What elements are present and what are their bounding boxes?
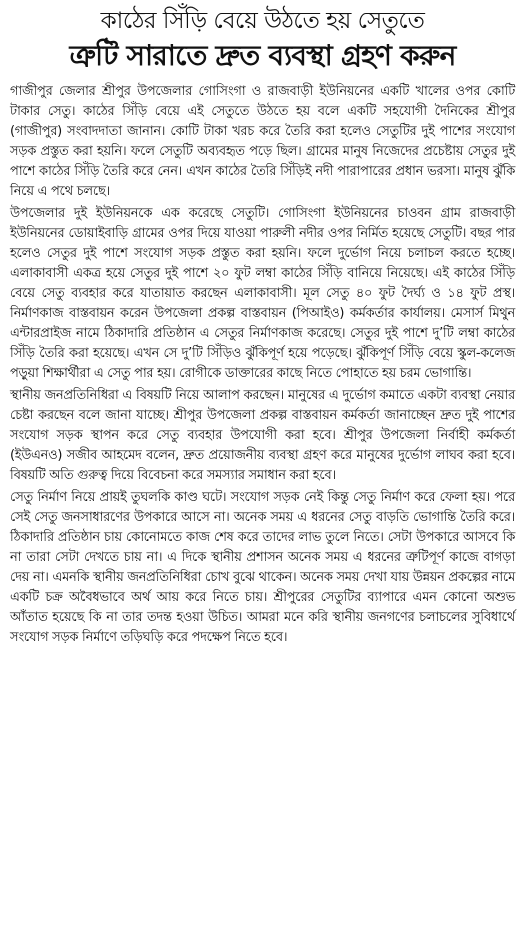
article-paragraph-3: স্থানীয় জনপ্রতিনিধিরা এ বিষয়টি নিয়ে আলাপ করছেন। মানুষের এ দুর্ভোগ কমাতে একটা ব্যবস্থা নেয়ার চেষ্টা করছেন বলে জানা যাচ্ছে। শ্রীপুর উপজেলা প্রকল্প বাস্তবায়ন কর্মকর্তা জানাচ্ছেন দ্রুত দুই পাশের সংযোগ সড়ক স্থাপন করে সেতু ব্যবহার উপযোগী করা হবে। শ্রীপুর উপজেলা নির্বাহী কর্মকর্তা (ইউএনও) সজীব আহমেদ বলেন, দ্রুত প্রয়োজনীয় ব্যবস্থা গ্রহণ করে মানুষের দুর্ভোগ লাঘব করা হবে। বিষয়টি অতি গুরুত্ব দিয়ে বিবেচনা করে সমস্যার সমাধান করা হবে। [10,388,515,483]
article-kicker: কাঠের সিঁড়ি বেয়ে উঠতে হয় সেতুতে [100,8,425,34]
article-headline: ত্রুটি সারাতে দ্রুত ব্যবস্থা গ্রহণ করুন [69,39,456,72]
article-paragraph-2: উপজেলার দুই ইউনিয়নকে এক করেছে সেতুটি। গোসিংগা ইউনিয়নের চাওবন গ্রাম রাজবাড়ী ইউনিয়নের ডোয়াইবাড়ি গ্রামের ওপর দিয়ে যাওয়া পারুলী নদীর ওপর নির্মিত হয়েছে সেতুটি। বছর পার হলেও সেতুর দুই পাশে সংযোগ সড়ক প্রস্তুত করা হয়নি। ফলে দুর্ভোগ নিয়ে চলাচল করতে হচ্ছে। এলাকাবাসী একত্র হয়ে সেতুর দুই পাশে ২০ ফুট লম্বা কাঠের সিঁড়ি বানিয়ে নিয়েছে। এই কাঠের সিঁড়ি বেয়ে সেতু ব্যবহার করে যাতায়াত করছেন এলাকাবাসী। মূল সেতু ৪০ ফুট দৈর্ঘ্য ও ১৪ ফুট প্রস্থ। নির্মাণকাজ বাস্তবায়ন করেন উপজেলা প্রকল্প বাস্তবায়ন (পিআইও) কর্মকর্তার কার্যালয়। মেসার্স মিথুন এন্টারপ্রাইজ নামে ঠিকাদারি প্রতিষ্ঠান এ সেতুর নির্মাণকাজ করেছে। সেতুর দুই পাশে দু’টি লম্বা কাঠের সিঁড়ি তৈরি করা হয়েছে। এখন সে দু’টি সিঁড়িও ঝুঁকিপূর্ণ হয়ে পড়েছে। ঝুঁকিপূর্ণ সিঁড়ি বেয়ে স্কুল-কলেজ পড়ুয়া শিক্ষার্থীরা এ সেতু পার হয়। রোগীকে ডাক্তারের কাছে নিতে পোহাতে হয় চরম ভোগান্তি। [10,206,515,381]
article-paragraph-1: গাজীপুর জেলার শ্রীপুর উপজেলার গোসিংগা ও রাজবাড়ী ইউনিয়নের একটি খালের ওপর কোটি টাকার সেতু। কাঠের সিঁড়ি বেয়ে এই সেতুতে উঠতে হয় বলে একটি সহযোগী দৈনিকের শ্রীপুর (গাজীপুর) সংবাদদাতা জানান। কোটি টাকা খরচ করে তৈরি করা হলেও সেতুটির দুই পাশের সংযোগ সড়ক প্রস্তুত করা হয়নি। ফলে সেতুটি অব্যবহৃত পড়ে ছিল। গ্রামের মানুষ নিজেদের প্রচেষ্টায় সেতুর দুই পাশে কাঠের সিঁড়ি তৈরি করে নেন। এখন কাঠের তৈরি সিঁড়িই নদী পারাপারের প্রধান ভরসা। মানুষ ঝুঁকি নিয়ে এ পথে চলছে। [10,84,515,199]
article-paragraph-4: সেতু নির্মাণ নিয়ে প্রায়ই তুঘলকি কাণ্ড ঘটে। সংযোগ সড়ক নেই কিন্তু সেতু নির্মাণ করে ফেলা হয়। পরে সেই সেতু জনসাধারণের উপকারে আসে না। অনেক সময় এ ধরনের সেতু বাড়তি ভোগান্তি তৈরি করে। ঠিকাদারি প্রতিষ্ঠান চায় কোনোমতে কাজ শেষ করে তাদের লাভ তুলে নিতে। সেটা উপকারে আসবে কি না তারা সেটা দেখতে চায় না। এ দিকে স্থানীয় প্রশাসন অনেক সময় এ ধরনের ত্রুটিপূর্ণ কাজে বাগড়া দেয় না। এমনকি স্থানীয় জনপ্রতিনিধিরা চোখ বুঝে থাকেন। অনেক সময় দেখা যায় উন্নয়ন প্রকল্পের নামে একটি চক্র অবৈধভাবে অর্থ আয় করে নিতে চায়। শ্রীপুরের সেতুটির ব্যাপারে এমন কোনো অশুভ আঁতাত হয়েছে কি না তার তদন্ত হওয়া উচিত। আমরা মনে করি স্থানীয় জনগণের চলাচলের সুবিধার্থে সংযোগ সড়ক নির্মাণে তড়িঘড়ি করে পদক্ষেপ নিতে হবে। [10,490,515,645]
article-body [10,82,515,648]
